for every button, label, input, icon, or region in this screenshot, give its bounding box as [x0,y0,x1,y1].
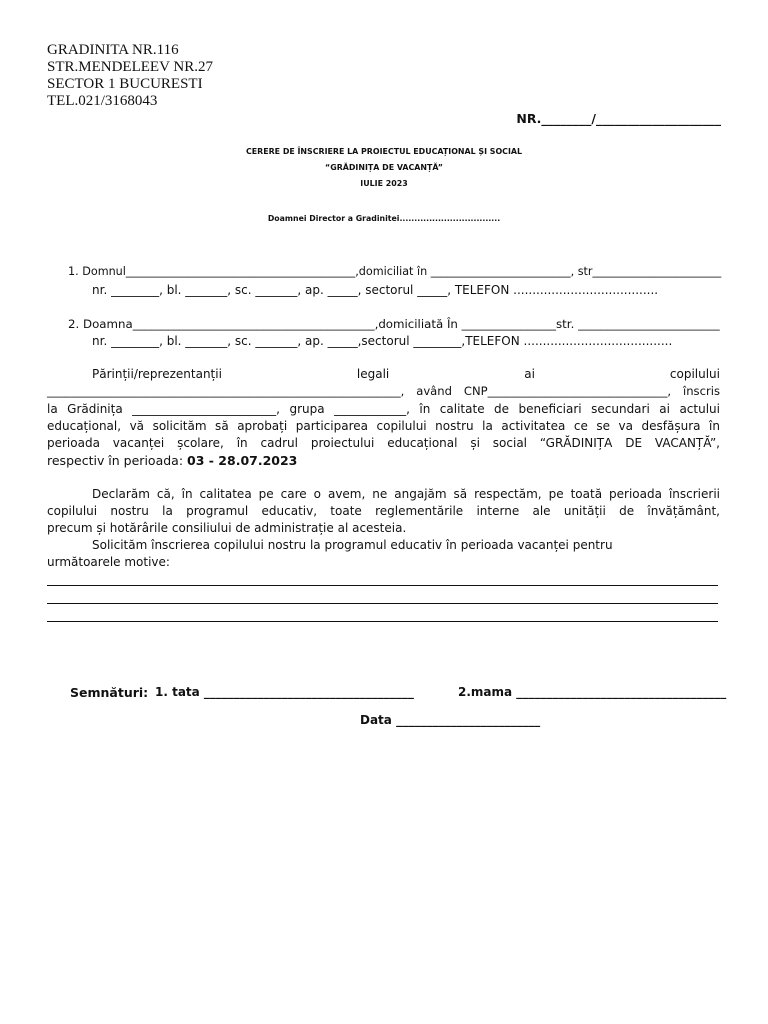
period-label: respectiv în perioada: [47,453,188,468]
request-line-2: _____________________________________________________________, având CNP_______________________________, înscris [47,384,720,398]
mother-signature[interactable]: 2.mama ___________________________________ [458,685,727,699]
father-signature[interactable]: 1. tata ___________________________________ [155,685,414,699]
motives-label: următoarele motive: [47,555,170,569]
request-line-3: la Grădinița ________________________, grupa ____________, în calitate de beneficiari secundari ai actului [47,402,720,416]
phone-number: TEL.021/3168043 [47,93,158,109]
motives-request: Solicităm înscrierea copilului nostru la programul educativ în perioada vacanței pentru [92,538,613,552]
form-title: CERERE DE ÎNSCRIERE LA PROIECTUL EDUCAȚIONAL ȘI SOCIAL [245,147,523,156]
signatures-label: Semnături: [70,685,149,700]
form-period: IULIE 2023 [360,179,408,188]
kindergarten-name: GRADINITA NR.116 [47,42,179,58]
declaration-line-2: copilului nostru la programul educativ, toate reglementările interne ale unității de învățământ, [47,504,720,518]
request-line-5: perioada vacanței școlare, în cadrul proiectului educațional și social “GRĂDINIȚA DE VACANȚĂ”, [47,436,720,450]
parent1-details: nr. ________, bl. _______, sc. _______, ap. _____, sectorul _____, TELEFON ...................................... [92,283,659,297]
motives-line-3[interactable] [47,621,718,622]
parent1-name-address: 1. Domnul_________________________________________,domiciliat în _________________________, str_______________________ [68,265,722,278]
date-field[interactable]: Data ________________________ [360,713,541,727]
period-dates: 03 - 28.07.2023 [187,453,298,468]
street-address: STR.MENDELEEV NR.27 [47,59,213,75]
parent2-name-address: 2. Doamna_________________________________________,domiciliată În ________________str. ________________________ [68,317,720,331]
motives-line-2[interactable] [47,603,718,604]
declaration-line-1: Declarăm că, în calitatea pe care o avem, ne angajăm să respectăm, pe toată perioada înscrierii [92,487,720,501]
request-line-6 [47,453,297,468]
motives-line-1[interactable] [47,585,718,586]
sector-city: SECTOR 1 BUCURESTI [47,76,203,92]
addressee: Doamnei Director a Gradinitei.................................. [267,214,501,223]
project-name: “GRĂDINIȚA DE VACANȚĂ” [325,163,443,172]
parent2-details: nr. ________, bl. _______, sc. _______, ap. _____,sectorul ________,TELEFON ....................................... [92,334,673,348]
request-line-4: educațional, vă solicităm să aprobați participarea copilului nostru la activitatea ce se va desfășura în [47,419,720,433]
declaration-line-3: precum și hotărârile consiliului de administrație al acesteia. [47,521,407,535]
registration-number: NR.________/____________________ [516,111,721,126]
request-line-1: Părinții/reprezentanții legali ai copilului [92,367,720,381]
